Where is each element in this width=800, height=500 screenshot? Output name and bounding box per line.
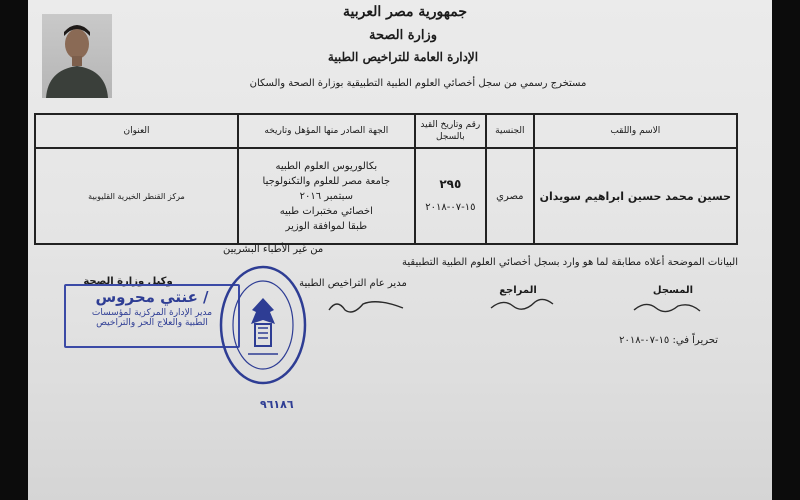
deputy-label: وكيل وزارة الصحة (83, 276, 173, 287)
director-signature (323, 294, 413, 320)
conformity-statement: البيانات الموضحة أعلاه مطابقة لما هو وارد بسجل أخصائي العلوم الطبية التطبيقية (402, 257, 738, 268)
cell-address: مركز القنطر الخيرية القليوبية (35, 148, 238, 244)
document-subtitle: مستخرج رسمي من سجل أخصائي العلوم الطبية التطبيقية بوزارة الصحة والسكان (249, 78, 587, 89)
registration-table (34, 113, 738, 245)
qualification-line: بكالوريوس العلوم الطبيه (275, 160, 378, 172)
director-label: مدير عام التراخيص الطبية (299, 278, 407, 289)
col-header-name: الاسم واللقب (534, 114, 737, 148)
stamp-line: الطبية والعلاج الحر والتراخيص (96, 318, 208, 328)
cell-registration (415, 148, 486, 244)
stamp-line: مدير الإدارة المركزية لمؤسسات (91, 308, 213, 318)
registration-number: ٢٩٥ (439, 177, 462, 191)
cell-qualification (238, 148, 415, 244)
qualification-line: جامعة مصر للعلوم والتكنولوجيا (262, 175, 391, 187)
official-rect-stamp (64, 284, 240, 348)
qualification-line: اخصائي مختبرات طبيه (279, 205, 373, 217)
cell-name: حسين محمد حسين ابراهيم سويدان (534, 148, 737, 244)
stamp-name: / عنتي محروس (95, 288, 209, 306)
applicant-photo (42, 14, 112, 98)
table-row (35, 148, 737, 244)
reviewer-signature (483, 292, 563, 318)
serial-number: ٩٦١٨٦ (260, 398, 294, 411)
registrar-label: المسجل (652, 285, 694, 296)
country-name: جمهورية مصر العربية (343, 4, 467, 20)
col-header-address: العنوان (35, 114, 238, 148)
edited-date: تحريراً في: ١٥-٠٧-٢٠١٨ (619, 335, 718, 346)
department-name: الإدارة العامة للتراخيص الطبية (327, 50, 479, 64)
reviewer-label: المراجع (499, 285, 537, 296)
col-header-issuer: الجهة الصادر منها المؤهل وتاريخه (238, 114, 415, 148)
col-header-registration: رقم وتاريخ القيد بالسجل (415, 114, 486, 148)
qualification-line: طبقا لموافقة الوزير (285, 220, 368, 232)
registrar-signature (628, 296, 708, 318)
col-header-nationality: الجنسية (486, 114, 534, 148)
license-document (28, 0, 772, 500)
cell-nationality: مصري (486, 148, 534, 244)
ministry-seal-icon (218, 262, 308, 388)
non-physician-note: من غير الأطباء البشريين (223, 244, 324, 255)
qualification-line: سبتمبر ٢٠١٦ (299, 190, 354, 202)
registration-date: ١٥-٠٧-٢٠١٨ (425, 202, 476, 213)
ministry-name: وزارة الصحة (369, 28, 437, 43)
